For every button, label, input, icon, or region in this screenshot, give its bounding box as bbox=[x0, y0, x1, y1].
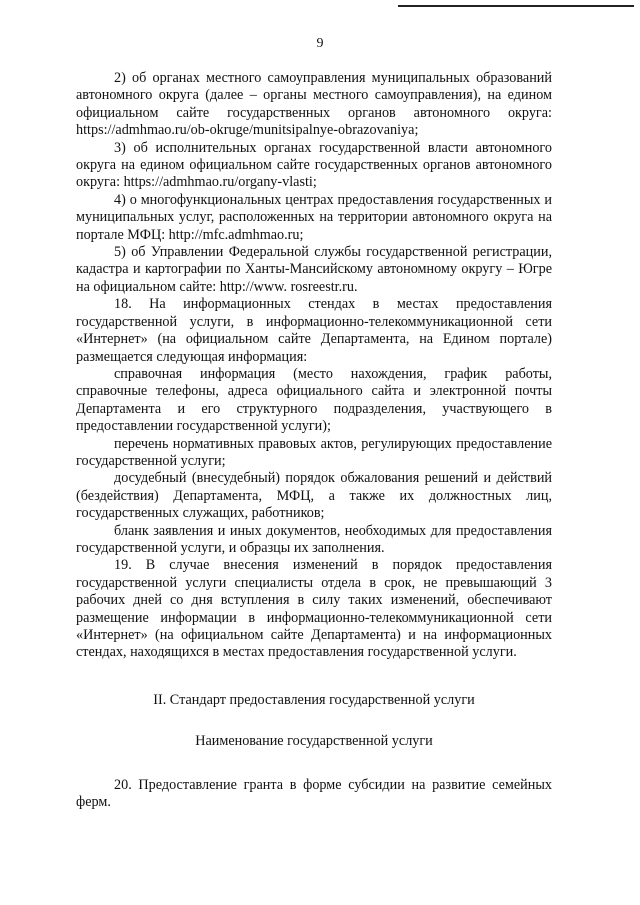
paragraph-19: 19. В случае внесения изменений в порядок предоставления государственной услуги специалисты отдела в срок, не превышающий 3 рабочих дней со дня вступления в силу таких изменений, обеспечивают размещение информации в информационно-телекоммуникационной сети «Интернет» (на официальном сайте Департамента) и на информационных стендах, находящихся в местах предоставления государственной услуги. bbox=[76, 557, 552, 661]
paragraph-item-5: 5) об Управлении Федеральной службы государственной регистрации, кадастра и картографии по Ханты-Мансийскому автономному округу – Югре на официальном сайте: http://www. rosreestr.ru. bbox=[76, 244, 552, 295]
paragraph-item-4: 4) о многофункциональных центрах предоставления государственных и муниципальных услуг, расположенных на территории автономного округа на портале МФЦ: http://mfc.admhmao.ru; bbox=[76, 191, 552, 243]
page-number: 9 bbox=[316, 36, 324, 51]
subsection-heading: Наименование государственной услуги bbox=[195, 733, 433, 750]
top-rule bbox=[398, 5, 634, 7]
paragraph-20: 20. Предоставление гранта в форме субсидии на развитие семейных ферм. bbox=[76, 776, 552, 811]
paragraph-legal-acts: перечень нормативных правовых актов, регулирующих предоставление государственной услуги; bbox=[76, 435, 552, 469]
paragraph-18: 18. На информационных стендах в местах предоставления государственной услуги, в информационно-телекоммуникационной сети «Интернет» (на официальном сайте Департамента, на Едином портале) размещается следующая информация: bbox=[76, 296, 552, 365]
paragraph-reference-info: справочная информация (место нахождения, график работы, справочные телефоны, адреса официального сайта и электронной почты Департамента и его структурного подразделения, участвующего в предоставлении государственной услуги); bbox=[76, 365, 552, 435]
paragraph-appeal-procedure: досудебный (внесудебный) порядок обжалования решений и действий (бездействия) Департамента, МФЦ, а также их должностных лиц, государственных служащих, работников; bbox=[76, 470, 552, 522]
paragraph-item-3: 3) об исполнительных органах государственной власти автономного округа на едином официальном сайте государственных органов автономного округа: https://admhmao.ru/organy-vlasti; bbox=[76, 139, 552, 191]
section-heading: II. Стандарт предоставления государственной услуги bbox=[153, 691, 475, 708]
document-body bbox=[76, 70, 552, 811]
paragraph-application-forms: бланк заявления и иных документов, необходимых для предоставления государственной услуги, и образцы их заполнения. bbox=[76, 522, 552, 556]
paragraph-item-2: 2) об органах местного самоуправления муниципальных образований автономного округа (далее – органы местного самоуправления), на едином официальном сайте государственных органов автономного округа: https://admhmao.ru/ob-okruge/munitsipalnye-obrazovaniya; bbox=[76, 70, 552, 139]
